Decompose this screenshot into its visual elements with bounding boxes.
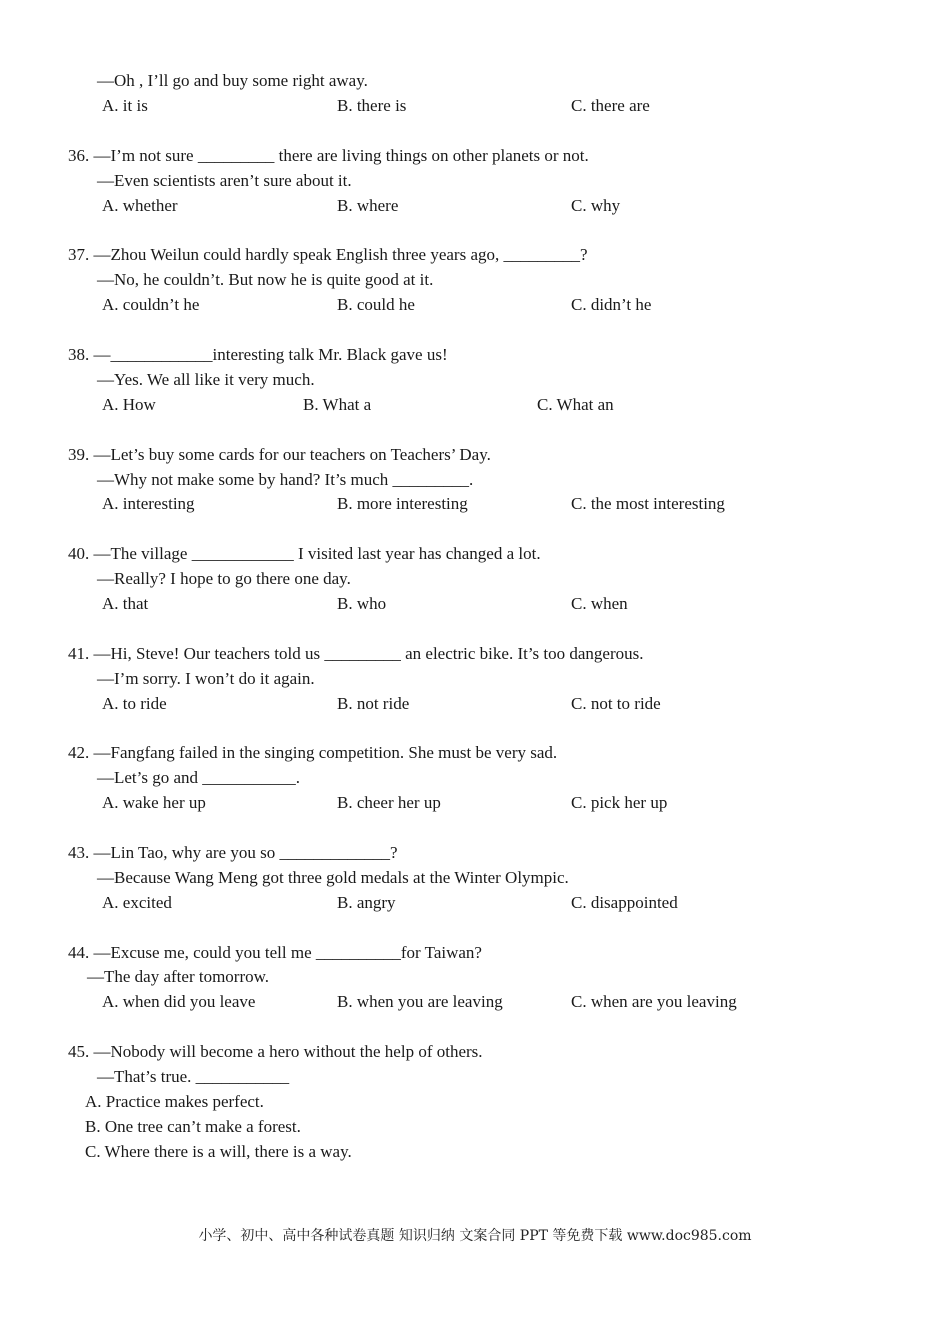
q39-option-c: C. the most interesting [571, 494, 725, 513]
q41-option-c: C. not to ride [571, 694, 661, 713]
q44-option-c: C. when are you leaving [571, 992, 737, 1011]
q41-stem: 41. —Hi, Steve! Our teachers told us _________ an electric bike. It’s too dangerous. [68, 644, 644, 663]
q40-reply: —Really? I hope to go there one day. [97, 569, 351, 588]
q45-option-c: C. Where there is a will, there is a way. [85, 1142, 352, 1161]
q38-reply: —Yes. We all like it very much. [97, 370, 315, 389]
q44-reply: —The day after tomorrow. [87, 967, 270, 986]
q44-option-a: A. when did you leave [102, 992, 256, 1011]
q42-stem: 42. —Fangfang failed in the singing competition. She must be very sad. [68, 743, 558, 762]
q40-option-b: B. who [337, 594, 387, 613]
q45-reply: —That’s true. ___________ [97, 1067, 290, 1086]
q38-option-a: A. How [102, 395, 156, 414]
q37-option-b: B. could he [337, 295, 415, 314]
q36-option-c: C. why [571, 196, 621, 215]
q39-option-a: A. interesting [102, 494, 195, 513]
q36-stem: 36. —I’m not sure _________ there are living things on other planets or not. [68, 146, 589, 165]
page-footer: 小学、初中、高中各种试卷真题 知识归纳 文案合同 PPT 等免费下载 www.doc985.com [198, 1228, 752, 1244]
q37-option-c: C. didn’t he [571, 295, 652, 314]
q35-option-c: C. there are [571, 96, 650, 115]
q45-stem: 45. —Nobody will become a hero without the help of others. [68, 1042, 483, 1061]
q38-stem: 38. —____________interesting talk Mr. Black gave us! [68, 345, 448, 364]
q42-reply: —Let’s go and ___________. [97, 768, 301, 787]
q45-option-b: B. One tree can’t make a forest. [85, 1117, 301, 1136]
q35-option-b: B. there is [337, 96, 407, 115]
q38-option-b: B. What a [303, 395, 372, 414]
q43-option-c: C. disappointed [571, 893, 678, 912]
q42-option-b: B. cheer her up [337, 793, 441, 812]
q42-option-a: A. wake her up [102, 793, 206, 812]
q36-option-b: B. where [337, 196, 399, 215]
q35-option-a: A. it is [102, 96, 148, 115]
q39-option-b: B. more interesting [337, 494, 468, 513]
q40-stem: 40. —The village ____________ I visited last year has changed a lot. [68, 544, 541, 563]
q41-reply: —I’m sorry. I won’t do it again. [97, 669, 315, 688]
q39-stem: 39. —Let’s buy some cards for our teachers on Teachers’ Day. [68, 445, 491, 464]
q36-reply: —Even scientists aren’t sure about it. [97, 171, 352, 190]
q40-option-c: C. when [571, 594, 628, 613]
q43-reply: —Because Wang Meng got three gold medals at the Winter Olympic. [97, 868, 569, 887]
q41-option-b: B. not ride [337, 694, 410, 713]
q43-stem: 43. —Lin Tao, why are you so _____________? [68, 843, 398, 862]
q45-option-a: A. Practice makes perfect. [85, 1092, 264, 1111]
q37-reply: —No, he couldn’t. But now he is quite good at it. [97, 270, 434, 289]
q44-option-b: B. when you are leaving [337, 992, 503, 1011]
q42-option-c: C. pick her up [571, 793, 668, 812]
q37-stem: 37. —Zhou Weilun could hardly speak English three years ago, _________? [68, 245, 588, 264]
q36-option-a: A. whether [102, 196, 178, 215]
q44-stem: 44. —Excuse me, could you tell me __________for Taiwan? [68, 943, 482, 962]
q37-option-a: A. couldn’t he [102, 295, 200, 314]
q40-option-a: A. that [102, 594, 149, 613]
q35-reply: —Oh , I’ll go and buy some right away. [97, 71, 368, 90]
q41-option-a: A. to ride [102, 694, 167, 713]
q43-option-a: A. excited [102, 893, 172, 912]
q38-option-c: C. What an [537, 395, 614, 414]
q39-reply: —Why not make some by hand? It’s much _________. [97, 470, 474, 489]
q43-option-b: B. angry [337, 893, 396, 912]
